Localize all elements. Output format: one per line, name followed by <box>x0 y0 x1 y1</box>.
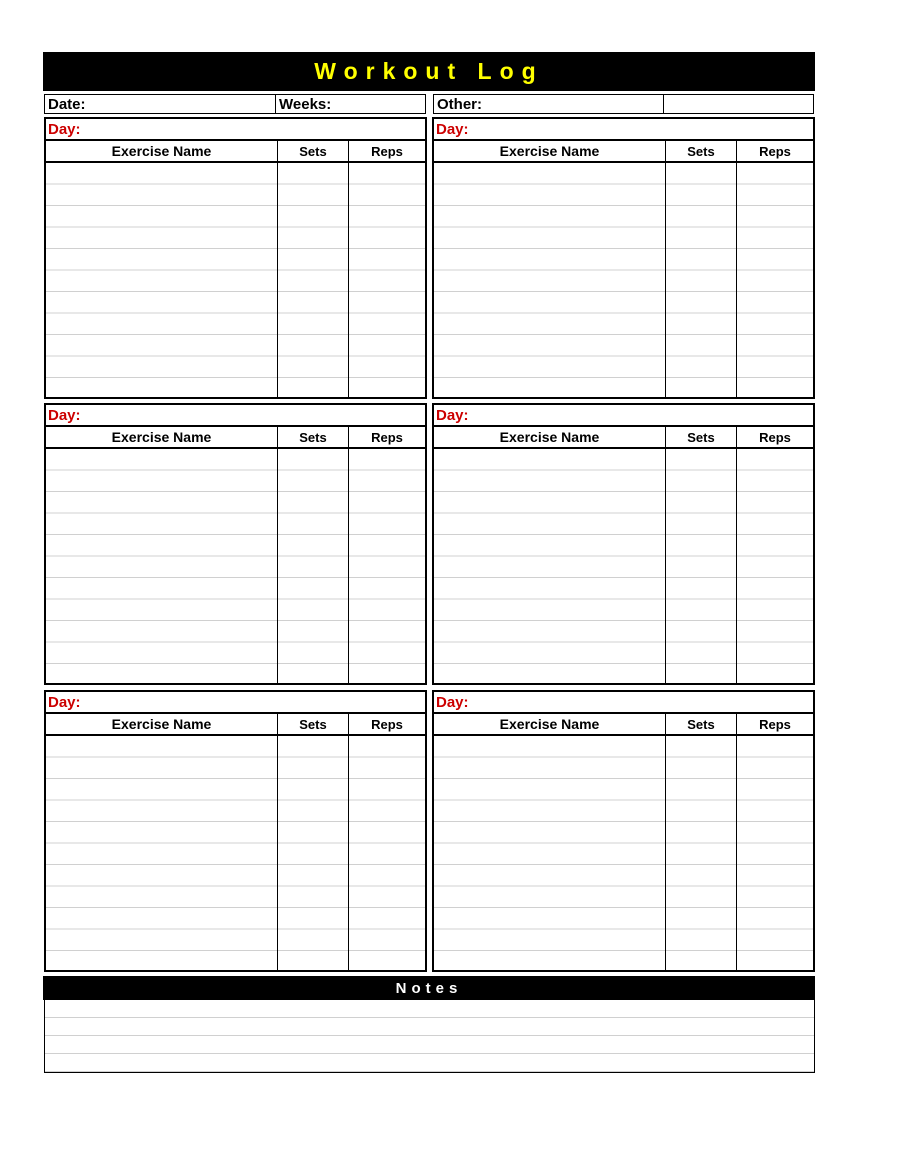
sets-header: Sets <box>277 714 348 734</box>
day-label: Day: <box>436 693 469 711</box>
reps-header: Reps <box>736 141 813 161</box>
exercise-name-column[interactable] <box>434 163 665 397</box>
day-row[interactable] <box>46 692 425 714</box>
day-block <box>432 690 815 972</box>
day-label: Day: <box>48 120 81 138</box>
reps-header: Reps <box>736 427 813 447</box>
day-row[interactable] <box>434 405 813 427</box>
day-block <box>432 117 815 399</box>
weeks-field[interactable] <box>275 95 425 113</box>
sets-column[interactable] <box>277 163 348 397</box>
date-label: Date: <box>48 95 86 113</box>
exercise-grid[interactable] <box>434 163 813 397</box>
exercise-grid[interactable] <box>46 736 425 970</box>
exercise-name-header: Exercise Name <box>499 429 600 445</box>
exercise-name-column[interactable] <box>46 449 277 683</box>
sets-column[interactable] <box>277 449 348 683</box>
exercise-name-column[interactable] <box>46 163 277 397</box>
date-field[interactable] <box>45 95 275 113</box>
reps-column[interactable] <box>736 736 813 970</box>
weeks-label: Weeks: <box>279 95 332 113</box>
other-label: Other: <box>437 95 482 113</box>
day-block <box>44 690 427 972</box>
reps-column[interactable] <box>736 449 813 683</box>
other-value-field[interactable] <box>663 95 813 113</box>
day-block <box>432 403 815 685</box>
sets-header: Sets <box>277 427 348 447</box>
day-label: Day: <box>436 120 469 138</box>
column-headers <box>434 714 813 736</box>
column-headers <box>434 141 813 163</box>
reps-column[interactable] <box>348 736 425 970</box>
sets-column[interactable] <box>665 449 736 683</box>
exercise-name-column[interactable] <box>46 736 277 970</box>
column-headers <box>46 141 425 163</box>
day-row[interactable] <box>46 119 425 141</box>
reps-column[interactable] <box>348 449 425 683</box>
reps-header: Reps <box>348 714 425 734</box>
day-label: Day: <box>436 406 469 424</box>
exercise-name-header: Exercise Name <box>111 429 212 445</box>
day-block <box>44 117 427 399</box>
reps-header: Reps <box>348 427 425 447</box>
day-row[interactable] <box>434 692 813 714</box>
exercise-grid[interactable] <box>46 449 425 683</box>
exercise-name-header: Exercise Name <box>499 143 600 159</box>
notes-bar <box>43 976 815 1000</box>
sets-header: Sets <box>665 714 736 734</box>
notes-area[interactable] <box>44 1000 815 1073</box>
exercise-name-column[interactable] <box>434 449 665 683</box>
day-row[interactable] <box>434 119 813 141</box>
exercise-grid[interactable] <box>434 736 813 970</box>
day-row[interactable] <box>46 405 425 427</box>
reps-column[interactable] <box>736 163 813 397</box>
reps-header: Reps <box>348 141 425 161</box>
exercise-grid[interactable] <box>46 163 425 397</box>
info-row-left <box>44 94 426 114</box>
notes-title: Notes <box>395 979 463 997</box>
exercise-name-column[interactable] <box>434 736 665 970</box>
sets-header: Sets <box>665 427 736 447</box>
column-headers <box>46 427 425 449</box>
sets-header: Sets <box>665 141 736 161</box>
reps-column[interactable] <box>348 163 425 397</box>
exercise-name-header: Exercise Name <box>111 143 212 159</box>
column-headers <box>46 714 425 736</box>
other-field[interactable] <box>434 95 663 113</box>
day-block <box>44 403 427 685</box>
sets-column[interactable] <box>277 736 348 970</box>
column-headers <box>434 427 813 449</box>
sets-column[interactable] <box>665 163 736 397</box>
info-row-right <box>433 94 814 114</box>
exercise-grid[interactable] <box>434 449 813 683</box>
title-bar <box>43 52 815 91</box>
exercise-name-header: Exercise Name <box>499 716 600 732</box>
reps-header: Reps <box>736 714 813 734</box>
sets-column[interactable] <box>665 736 736 970</box>
sets-header: Sets <box>277 141 348 161</box>
page-title: Workout Log <box>314 58 544 84</box>
day-label: Day: <box>48 406 81 424</box>
exercise-name-header: Exercise Name <box>111 716 212 732</box>
day-label: Day: <box>48 693 81 711</box>
